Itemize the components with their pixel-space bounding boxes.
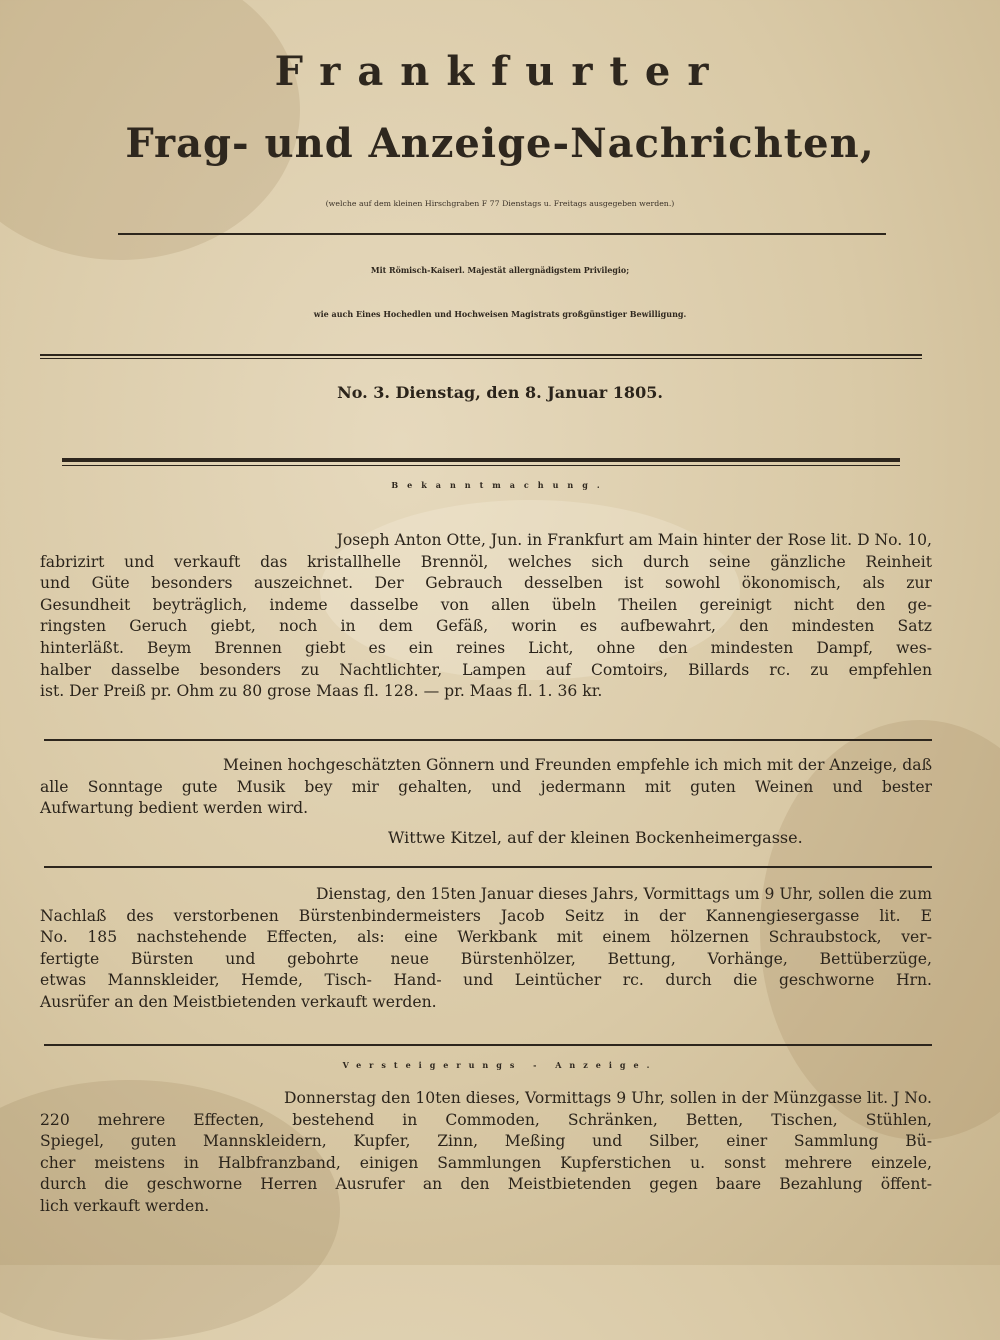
divider-rule: [44, 866, 932, 868]
text-line: ist. Der Preiß pr. Ohm zu 80 grose Maas fl. 128. — pr. Maas fl. 1. 36 kr.: [40, 682, 603, 701]
divider-rule: [40, 354, 922, 356]
versteigerung-text: [40, 1088, 932, 1218]
divider-rule: [62, 458, 900, 462]
text-line: Aufwartung bedient werden wird.: [40, 799, 309, 818]
text-line: cher meistens in Halbfranzband, einigen Sammlungen Kupferstichen u. sonst mehrere einzele,: [40, 1153, 932, 1172]
kitzel-signature: Wittwe Kitzel, auf der kleinen Bockenheimergasse.: [388, 828, 803, 847]
versteigerung-heading: Versteigerungs - Anzeige.: [342, 1060, 658, 1070]
text-line: und Güte besonders auszeichnet. Der Gebrauch desselben ist sowohl ökonomisch, als zur: [40, 574, 932, 593]
divider-rule: [62, 465, 900, 466]
masthead-subtitle: (welche auf dem kleinen Hirschgraben F 77 Dienstags u. Freitags ausgegeben werden.): [325, 199, 675, 208]
text-line: Gesundheit beyträglich, indeme dasselbe von allen übeln Theilen gereinigt nicht den ge-: [40, 595, 932, 614]
text-line: hinterläßt. Beym Brennen giebt es ein reines Licht, ohne den mindesten Dampf, wes-: [40, 638, 932, 657]
text-line: No. 185 nachstehende Effecten, als: eine Werkbank mit einem hölzernen Schraubstock, ver-: [40, 928, 932, 947]
bekanntmachung-heading: Bekanntmachung.: [391, 480, 609, 490]
divider-rule: [40, 358, 922, 359]
text-line: Dienstag, den 15ten Januar dieses Jahrs, Vormittags um 9 Uhr, sollen die zum: [316, 885, 932, 903]
nachlass-notice-text: [40, 884, 932, 1014]
text-line: lich verkauft werden.: [40, 1196, 210, 1215]
text-line: halber dasselbe besonders zu Nachtlichter, Lampen auf Comtoirs, Billards rc. zu empfehlen: [40, 660, 932, 679]
privilege-line-1: Mit Römisch-Kaiserl. Majestät allergnädigstem Privilegio;: [370, 266, 630, 275]
text-line: alle Sonntage gute Musik bey mir gehalten, und jedermann mit guten Weinen und bester: [40, 777, 932, 796]
text-line: Nachlaß des verstorbenen Bürstenbindermeisters Jacob Seitz in der Kannengiesergasse lit. E: [40, 906, 932, 925]
text-line: Ausrüfer an den Meistbietenden verkauft werden.: [40, 992, 437, 1011]
issue-line: No. 3. Dienstag, den 8. Januar 1805.: [337, 383, 663, 402]
text-line: durch die geschworne Herren Ausrufer an den Meistbietenden gegen baare Bezahlung öffent-: [40, 1175, 932, 1194]
divider-rule: [44, 739, 932, 741]
masthead-title-line2: Frag- und Anzeige-Nachrichten,: [125, 120, 875, 167]
text-line: fertigte Bürsten und gebohrte neue Bürstenhölzer, Bettung, Vorhänge, Bettüberzüge,: [40, 949, 932, 968]
kitzel-notice-text: [40, 755, 932, 820]
text-line: Donnerstag den 10ten dieses, Vormittags 9 Uhr, sollen in der Münzgasse lit. J No.: [283, 1089, 932, 1107]
text-line: Joseph Anton Otte, Jun. in Frankfurt am Main hinter der Rose lit. D No. 10,: [336, 531, 932, 549]
masthead-title-line1: Frankfurter: [274, 48, 726, 95]
text-line: fabrizirt und verkauft das kristallhelle Brennöl, welches sich durch seine gänzliche Reinheit: [40, 552, 932, 571]
text-line: etwas Mannskleider, Hemde, Tisch- Hand- und Leintücher rc. durch die geschworne Hrn.: [40, 971, 932, 990]
text-line: 220 mehrere Effecten, bestehend in Commoden, Schränken, Betten, Tischen, Stühlen,: [40, 1110, 932, 1129]
text-line: Meinen hochgeschätzten Gönnern und Freunden empfehle ich mich mit der Anzeige, daß: [223, 756, 932, 774]
privilege-line-2: wie auch Eines Hochedlen und Hochweisen Magistrats großgünstiger Bewilligung.: [313, 309, 687, 319]
text-line: Spiegel, guten Mannskleidern, Kupfer, Zinn, Meßing und Silber, einer Sammlung Bü-: [40, 1132, 932, 1151]
divider-rule: [118, 233, 886, 235]
divider-rule: [44, 1044, 932, 1046]
bekanntmachung-text: [40, 530, 932, 703]
text-line: ringsten Geruch giebt, noch in dem Gefäß, worin es aufbewahrt, den mindesten Satz: [40, 617, 932, 636]
